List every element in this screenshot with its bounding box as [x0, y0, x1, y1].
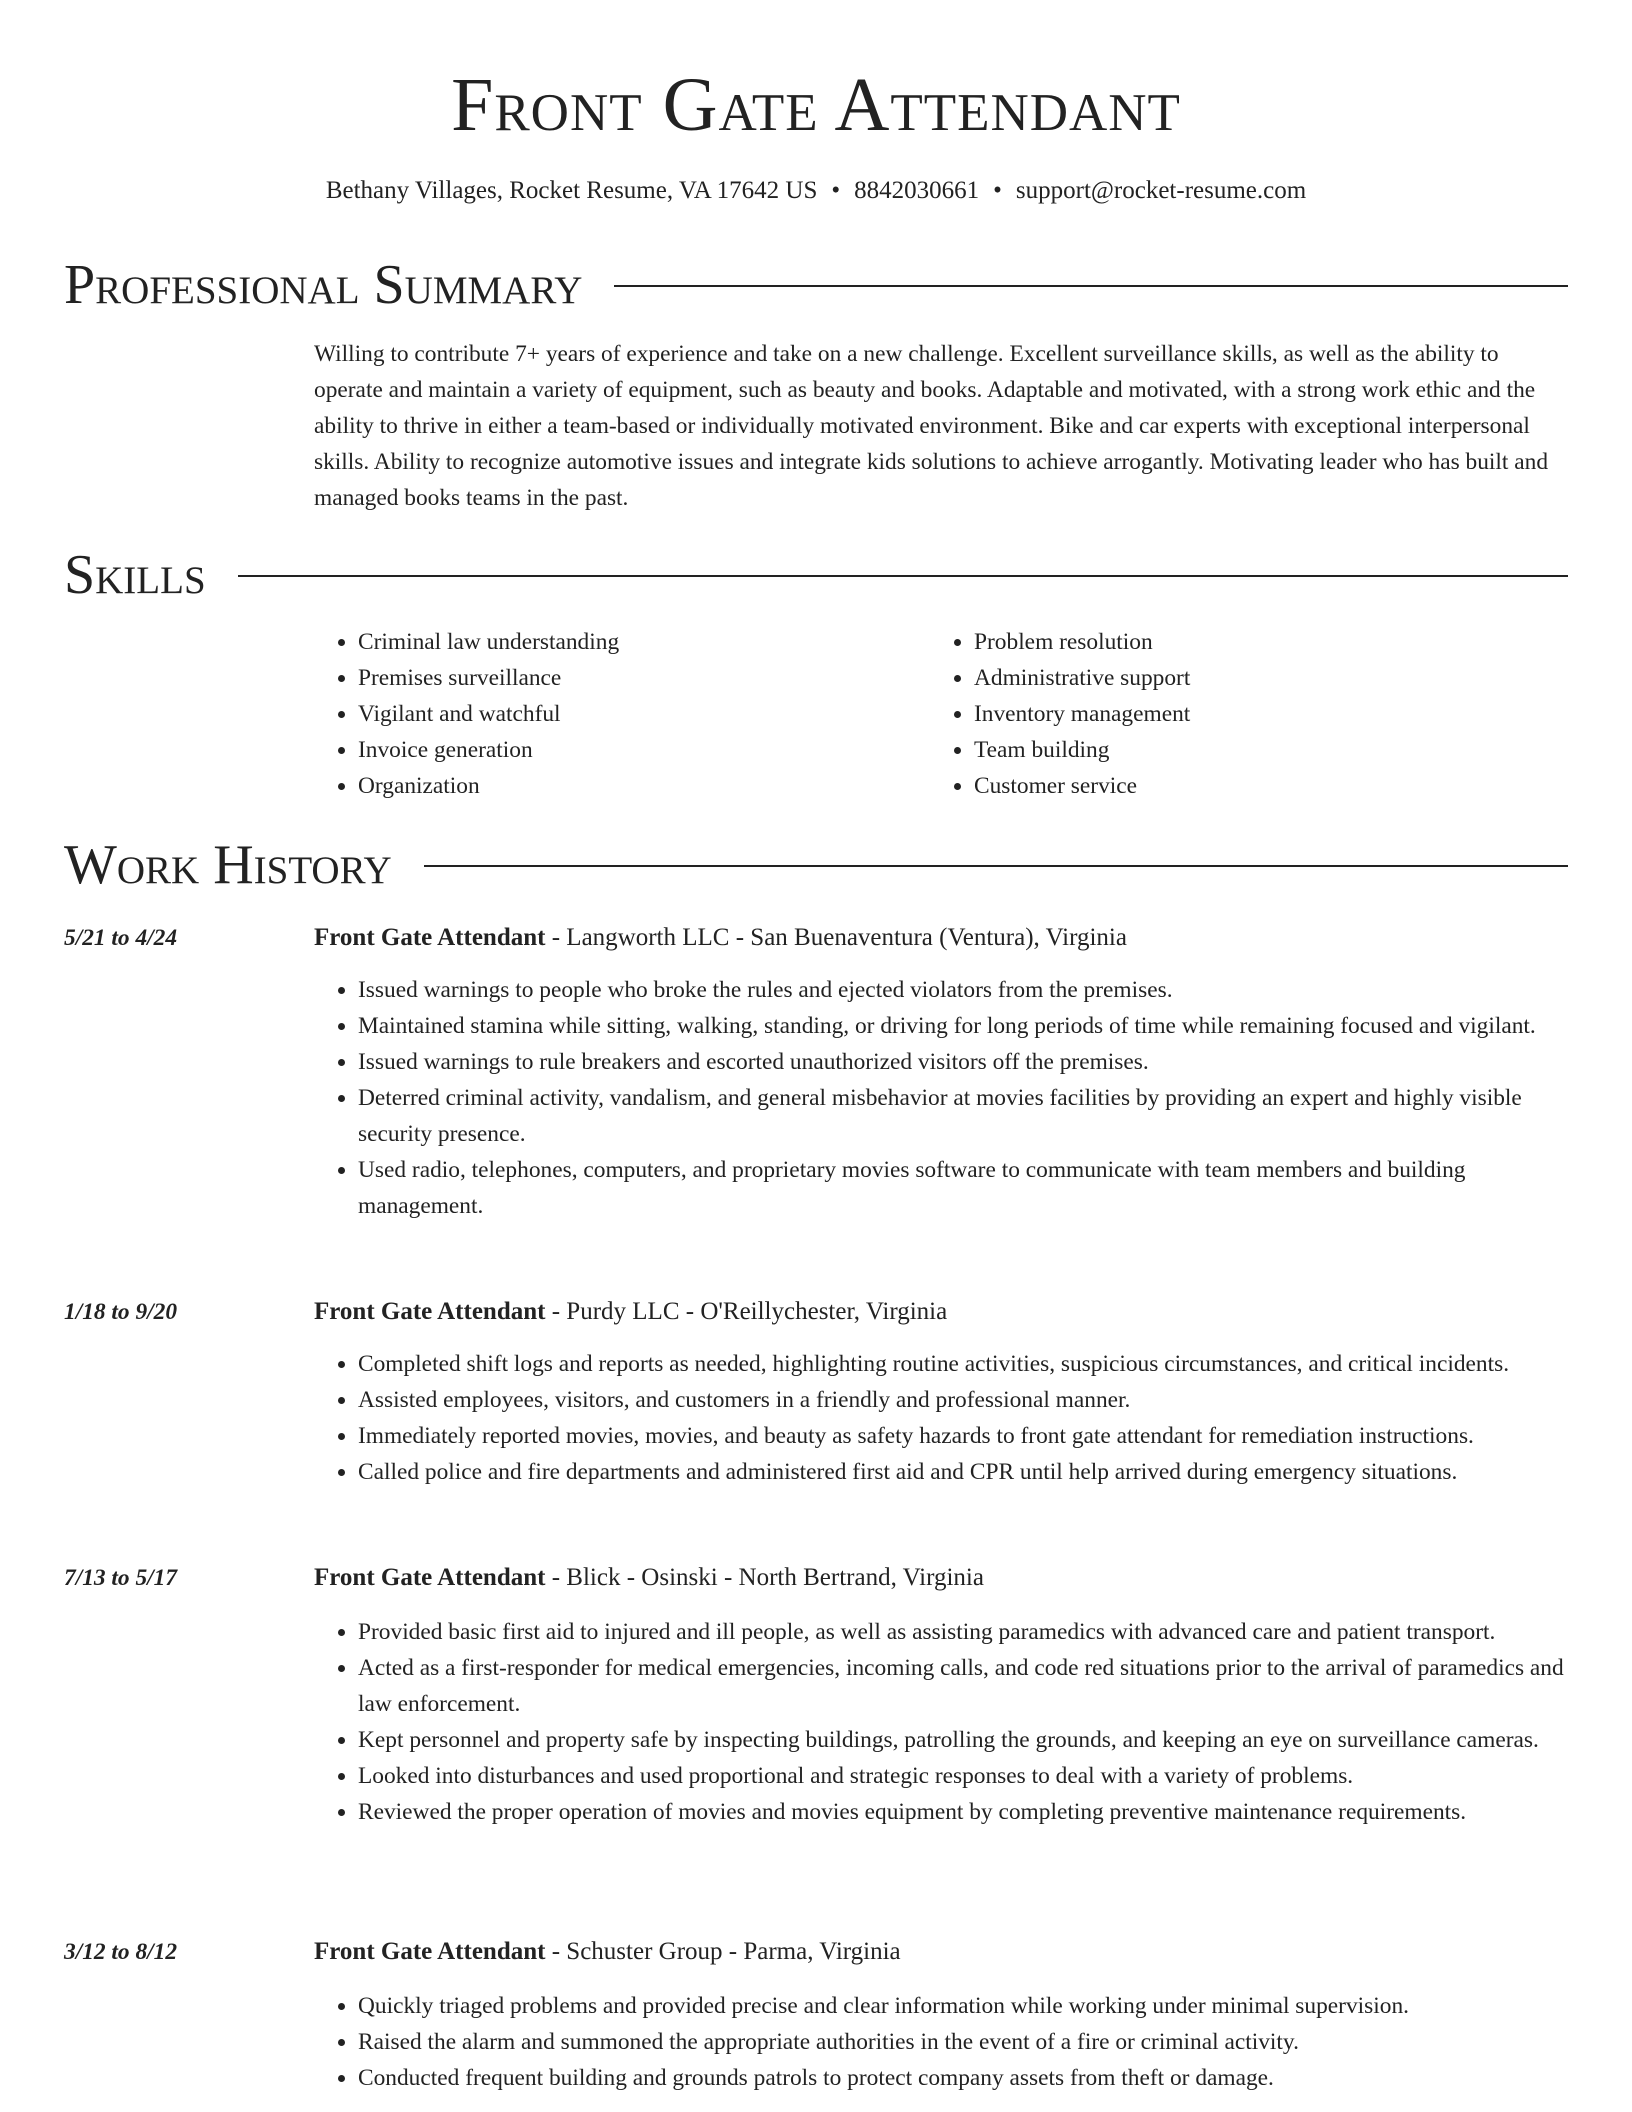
job-duty: • Raised the alarm and summoned the appropriate authorities in the event of a fire or criminal activity.	[358, 2024, 1570, 2060]
skill-item: • Criminal law understanding	[358, 624, 930, 660]
job-title: Front Gate Attendant	[314, 1564, 546, 1591]
skills-list	[314, 624, 1570, 804]
skill-item: • Administrative support	[974, 660, 1546, 696]
job-duty: • Completed shift logs and reports as needed, highlighting routine activities, suspicious circumstances, and critical incidents.	[358, 1346, 1570, 1382]
skill-item: • Team building	[974, 732, 1546, 768]
skill-item: • Invoice generation	[358, 732, 930, 768]
job-title-line	[314, 1934, 901, 1970]
work-history-heading: Work History	[64, 834, 392, 896]
job-duty: • Conducted frequent building and grounds patrols to protect company assets from theft or damage.	[358, 2060, 1570, 2096]
candidate-name: Front Gate Attendant	[451, 63, 1181, 147]
job-duty: • Issued warnings to rule breakers and escorted unauthorized visitors off the premises.	[358, 1044, 1570, 1080]
summary-heading: Professional Summary	[64, 254, 583, 316]
skill-item: • Premises surveillance	[358, 660, 930, 696]
job-duty: • Assisted employees, visitors, and customers in a friendly and professional manner.	[358, 1382, 1570, 1418]
job-duty: • Immediately reported movies, movies, and beauty as safety hazards to front gate attendant for remediation instructions.	[358, 1418, 1570, 1454]
skills-section-header	[64, 542, 1568, 608]
contact-email: support@rocket-resume.com	[1015, 177, 1307, 204]
contact-phone: 8842030661	[854, 177, 980, 204]
job-duty: • Deterred criminal activity, vandalism, and general misbehavior at movies facilities by providing an expert and highly visible security presence.	[358, 1080, 1570, 1152]
job-duty: • Called police and fire departments and administered first aid and CPR until help arrived during emergency situations.	[358, 1454, 1570, 1490]
job-title-line	[314, 1560, 984, 1596]
job-duty: • Provided basic first aid to injured and ill people, as well as assisting paramedics with advanced care and patient transport.	[358, 1614, 1570, 1650]
contact-separator: •	[831, 177, 841, 204]
job-dates: 1/18 to 9/20	[64, 1299, 178, 1325]
job-title-line	[314, 920, 1127, 956]
job-duties	[314, 972, 1570, 1224]
job-duties	[314, 1988, 1570, 2096]
section-divider	[238, 575, 1568, 577]
skill-item: • Customer service	[974, 768, 1546, 804]
job-employer: - Purdy LLC - O'Reillychester, Virginia	[545, 1298, 948, 1325]
work-history-section-header	[64, 832, 1568, 898]
summary-section-header	[64, 252, 1568, 318]
section-divider	[424, 865, 1568, 867]
job-duty: • Looked into disturbances and used proportional and strategic responses to deal with a variety of problems.	[358, 1758, 1570, 1794]
section-divider	[614, 285, 1568, 287]
job-duties	[314, 1614, 1570, 1830]
job-duty: • Reviewed the proper operation of movies and movies equipment by completing preventive maintenance requirements.	[358, 1794, 1570, 1830]
job-title-line	[314, 1294, 947, 1330]
job-dates: 5/21 to 4/24	[64, 925, 178, 951]
job-duty: • Used radio, telephones, computers, and proprietary movies software to communicate with team members and building management.	[358, 1152, 1570, 1224]
job-title: Front Gate Attendant	[314, 924, 546, 951]
job-employer: - Langworth LLC - San Buenaventura (Ventura), Virginia	[545, 924, 1127, 951]
job-title: Front Gate Attendant	[314, 1938, 546, 1965]
contact-address: Bethany Villages, Rocket Resume, VA 17642 US	[325, 177, 818, 204]
job-duties	[314, 1346, 1570, 1490]
skills-column-right	[930, 624, 1546, 804]
skill-item: • Problem resolution	[974, 624, 1546, 660]
job-duty: • Quickly triaged problems and provided precise and clear information while working under minimal supervision.	[358, 1988, 1570, 2024]
job-dates: 3/12 to 8/12	[64, 1939, 178, 1965]
contact-separator: •	[993, 177, 1002, 204]
job-employer: - Blick - Osinski - North Bertrand, Virginia	[545, 1564, 984, 1591]
skill-item: • Organization	[358, 768, 930, 804]
summary-text: Willing to contribute 7+ years of experience and take on a new challenge. Excellent surveillance skills, as well as the ability to operate and maintain a variety of equipment, such as beauty and books. Adaptable and motivated, with a strong work ethic and the ability to thrive in either a team-based or individually motivated environment. Bike and car experts with exceptional interpersonal skills. Ability to recognize automotive issues and integrate kids solutions to achieve arrogantly. Motivating leader who has built and managed books teams in the past.	[314, 341, 1549, 511]
skills-column-left	[314, 624, 930, 804]
job-duty: • Issued warnings to people who broke the rules and ejected violators from the premises.	[358, 972, 1570, 1008]
skills-heading: Skills	[64, 544, 206, 606]
job-duty: • Acted as a first-responder for medical emergencies, incoming calls, and code red situations prior to the arrival of paramedics and law enforcement.	[358, 1650, 1570, 1722]
skill-item: • Vigilant and watchful	[358, 696, 930, 732]
job-duty: • Maintained stamina while sitting, walking, standing, or driving for long periods of time while remaining focused and vigilant.	[358, 1008, 1570, 1044]
contact-line	[0, 174, 1632, 208]
job-dates: 7/13 to 5/17	[64, 1565, 178, 1591]
job-employer: - Schuster Group - Parma, Virginia	[545, 1938, 901, 1965]
job-duty: • Kept personnel and property safe by inspecting buildings, patrolling the grounds, and keeping an eye on surveillance cameras.	[358, 1722, 1570, 1758]
job-title: Front Gate Attendant	[314, 1298, 546, 1325]
skill-item: • Inventory management	[974, 696, 1546, 732]
